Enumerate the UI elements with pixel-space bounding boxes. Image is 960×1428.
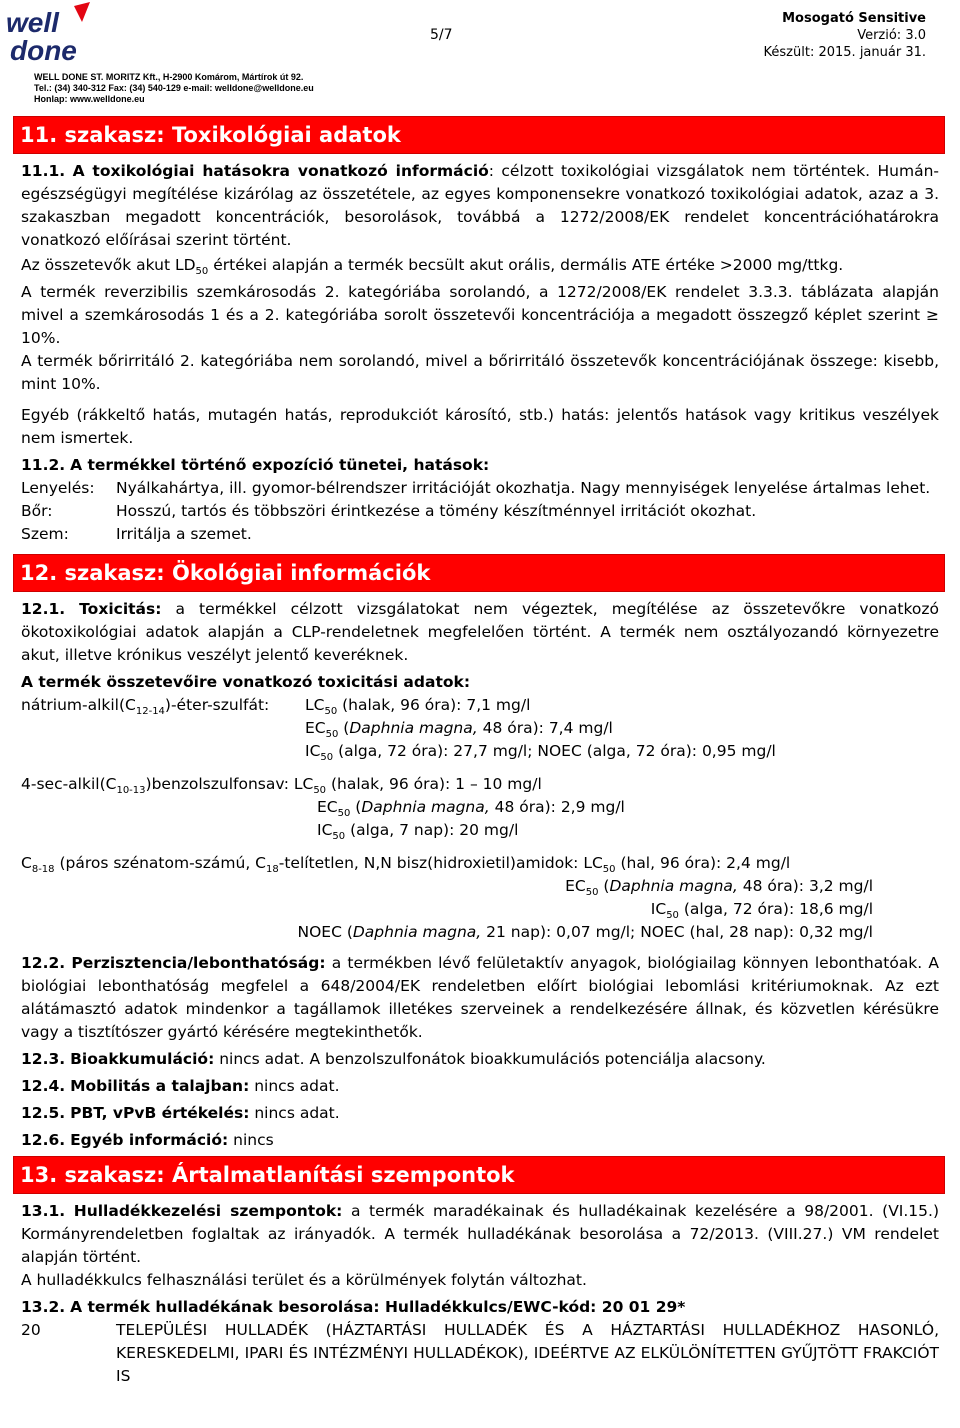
address-line: WELL DONE ST. MORITZ Kft., H-2900 Komárom, Mártírok út 92.	[34, 72, 304, 82]
contact-line: Tel.: (34) 340-312 Fax: (34) 540-129 e-mail: welldone@welldone.eu	[34, 83, 314, 93]
header	[0, 0, 960, 110]
paragraph-12-3: 12.3. Bioakkumuláció: nincs adat. A benzolszulfonátok bioakkumulációs potenciálja alacsony.	[21, 1050, 766, 1068]
paragraph-eye: A termék reverzibilis szemkárosodás 2. kategóriába sorolandó, a 1272/2008/EK rendelet 3.3.3. táblázata alapján mivel a szemkárosodás 1 és a 2. kategóriába sorolt összetevői koncentrációja a megadott összegző képlet szerint ≥ 10%.	[21, 283, 939, 347]
website-line: Honlap: www.welldone.eu	[34, 94, 145, 104]
paragraph-12-6: 12.6. Egyéb információ: nincs	[21, 1131, 274, 1149]
heading-num: 11.1.	[21, 162, 66, 180]
heading: A toxikológiai hatásokra vonatkozó információ	[72, 162, 489, 180]
paragraph-13-2: 13.2. A termék hulladékának besorolása: Hulladékkulcs/EWC-kód: 20 01 29*	[21, 1298, 686, 1316]
component-heading: A termék összetevőire vonatkozó toxicitási adatok:	[21, 673, 471, 691]
paragraph-ld50: Az összetevők akut $LD_{50}$ értékei alapján a termék becsült akut orális, dermális ATE értéke >2000 mg/ttkg.	[21, 256, 844, 278]
paragraph-11-1	[21, 160, 939, 252]
paragraph-12-2: 12.2. Perzisztencia/lebonthatóság: a termékben lévő felületaktív anyagok, biológiailag könnyen lebonthatóak. A biológiai lebonthatóság megfelel a 648/2004/EK rendeletben előírt biológiai lebomlási kritériumoknak. Az ezt alátámasztó adatok mindenkor a tagállamok illetékes szerveinek a rendelkezésére állnak, és közvetlen kérésükre vagy a tisztítószer gyártó kérésére megtekinthetők.	[21, 954, 939, 1041]
exposure-skin: Bőr: Hosszú, tartós és többszöri érintkezése a tömény készítménnyel irritációt okozhat.	[21, 502, 757, 520]
company-address	[34, 72, 314, 105]
paragraph-other: Egyéb (rákkeltő hatás, mutagén hatás, reprodukciót károsító, stb.) hatás: jelentős hatások vagy kritikus veszélyek nem ismertek.	[21, 406, 939, 447]
paragraph-11-2: 11.2. A termékkel történő expozíció tünetei, hatások:	[21, 456, 490, 474]
waste-code-row: 20 TELEPÜLÉSI HULLADÉK (HÁZTARTÁSI HULLADÉK ÉS A HÁZTARTÁSI HULLADÉKHOZ HASONLÓ, KERESKEDELMI, IPARI ÉS INTÉZMÉNYI HULLADÉKOK), IDEÉRTVE AZ ELKÜLÖNÍTETTEN GYŰJTÖTT FRAKCIÓT IS	[21, 1321, 939, 1385]
component-2: $4-\sec-alkil(C_{10-13})benzolszulfonsav$: $LC_{50}$ (halak, 96 óra): 1 – 10 mg/l $EC_{50}$ (Daphnia magna, 48 óra): 2,9 mg/l $IC_{50}$ (alga, 7 nap): 20 mg/l	[21, 775, 625, 843]
paragraph-13-1: 13.1. Hulladékkezelési szempontok: a termék maradékainak és hulladékainak kezelésére a 98/2001. (VI.15.) Kormányrendeletben foglaltak az irányadók. A termék hulladékának besorolása a 72/2013. (VIII.27.) VM rendelet alapján történt.	[21, 1202, 939, 1266]
exposure-eye: Szem: Irritálja a szemet.	[21, 525, 252, 543]
issue-date: Készült: 2015. január 31.	[763, 45, 926, 60]
component-3: $C_{8-18}$ (páros szénatom-számú, $C_{18}$-telítetlen, N,N bisz(hidroxietil)amidok: $LC_{50}$ (hal, 96 óra): 2,4 mg/l $EC_{50}$ (Daphnia magna, 48 óra): 3,2 mg/l $IC_{50}$ (alga, 72 óra): 18,6 mg/l NOEC (Daphnia magna, 21 nap): 0,07 mg/l; NOEC (hal, 28 nap): 0,32 mg/l	[21, 854, 873, 941]
paragraph-waste-note: A hulladékkulcs felhasználási terület és a körülmények folytán változhat.	[21, 1271, 587, 1289]
paragraph-skin: A termék bőrirritáló 2. kategóriába nem sorolandó, mivel a bőrirritáló összetevők koncentrációjának összege: kisebb, mint 10%.	[21, 352, 939, 393]
logo-text-well: well	[6, 7, 59, 38]
product-name: Mosogató Sensitive	[782, 11, 926, 26]
section-12-title: 12. szakasz: Ökológiai információk	[13, 554, 945, 592]
document-info	[764, 10, 926, 61]
text: : célzott toxikológiai vizsgálatok nem történtek. Humán-egészségügyi megítélése kizárólag az összetétele, az egyes komponensekre vonatkozó toxikológiai adatok, azaz a 3. szakaszban megadott koncentrációk, besorolások, továbbá a 1272/2008/EK rendelet koncentrációhatárokra vonatkozó előírásai szerint történt.	[21, 162, 940, 249]
section-11-title: 11. szakasz: Toxikológiai adatok	[13, 116, 945, 154]
component-1: nátrium-$alkil(C_{12-14})-éter$-szulfát: $LC_{50}$ (halak, 96 óra): 7,1 mg/l $EC_{50}$ (Daphnia magna, 48 óra): 7,4 mg/l $IC_{50}$ (alga, 72 óra): 27,7 mg/l; NOEC (alga, 72 óra): 0,95 mg/l	[21, 696, 776, 764]
version: Verzió: 3.0	[857, 28, 926, 43]
page-number: 5/7	[430, 27, 453, 43]
paragraph-12-1: 12.1. Toxicitás: a termékkel célzott vizsgálatokat nem végeztek, megítélése az összetevőkre vonatkozó ökotoxikológiai adatok alapján a CLP-rendeletnek megfelelően történt. A termék nem osztályozandó környezetre akut, illetve krónikus veszélyt jelentő keveréknek.	[21, 600, 939, 664]
logo-text-done: done	[10, 35, 77, 66]
paragraph-12-4: 12.4. Mobilitás a talajban: nincs adat.	[21, 1077, 340, 1095]
exposure-ingestion: Lenyelés: Nyálkahártya, ill. gyomor-bélrendszer irritációját okozhatja. Nagy mennyiségek lenyelése ártalmas lehet.	[21, 479, 931, 497]
content	[21, 116, 939, 1388]
paragraph-12-5: 12.5. PBT, vPvB értékelés: nincs adat.	[21, 1104, 340, 1122]
company-logo	[4, 2, 96, 66]
section-13-title: 13. szakasz: Ártalmatlanítási szempontok	[13, 1156, 945, 1194]
